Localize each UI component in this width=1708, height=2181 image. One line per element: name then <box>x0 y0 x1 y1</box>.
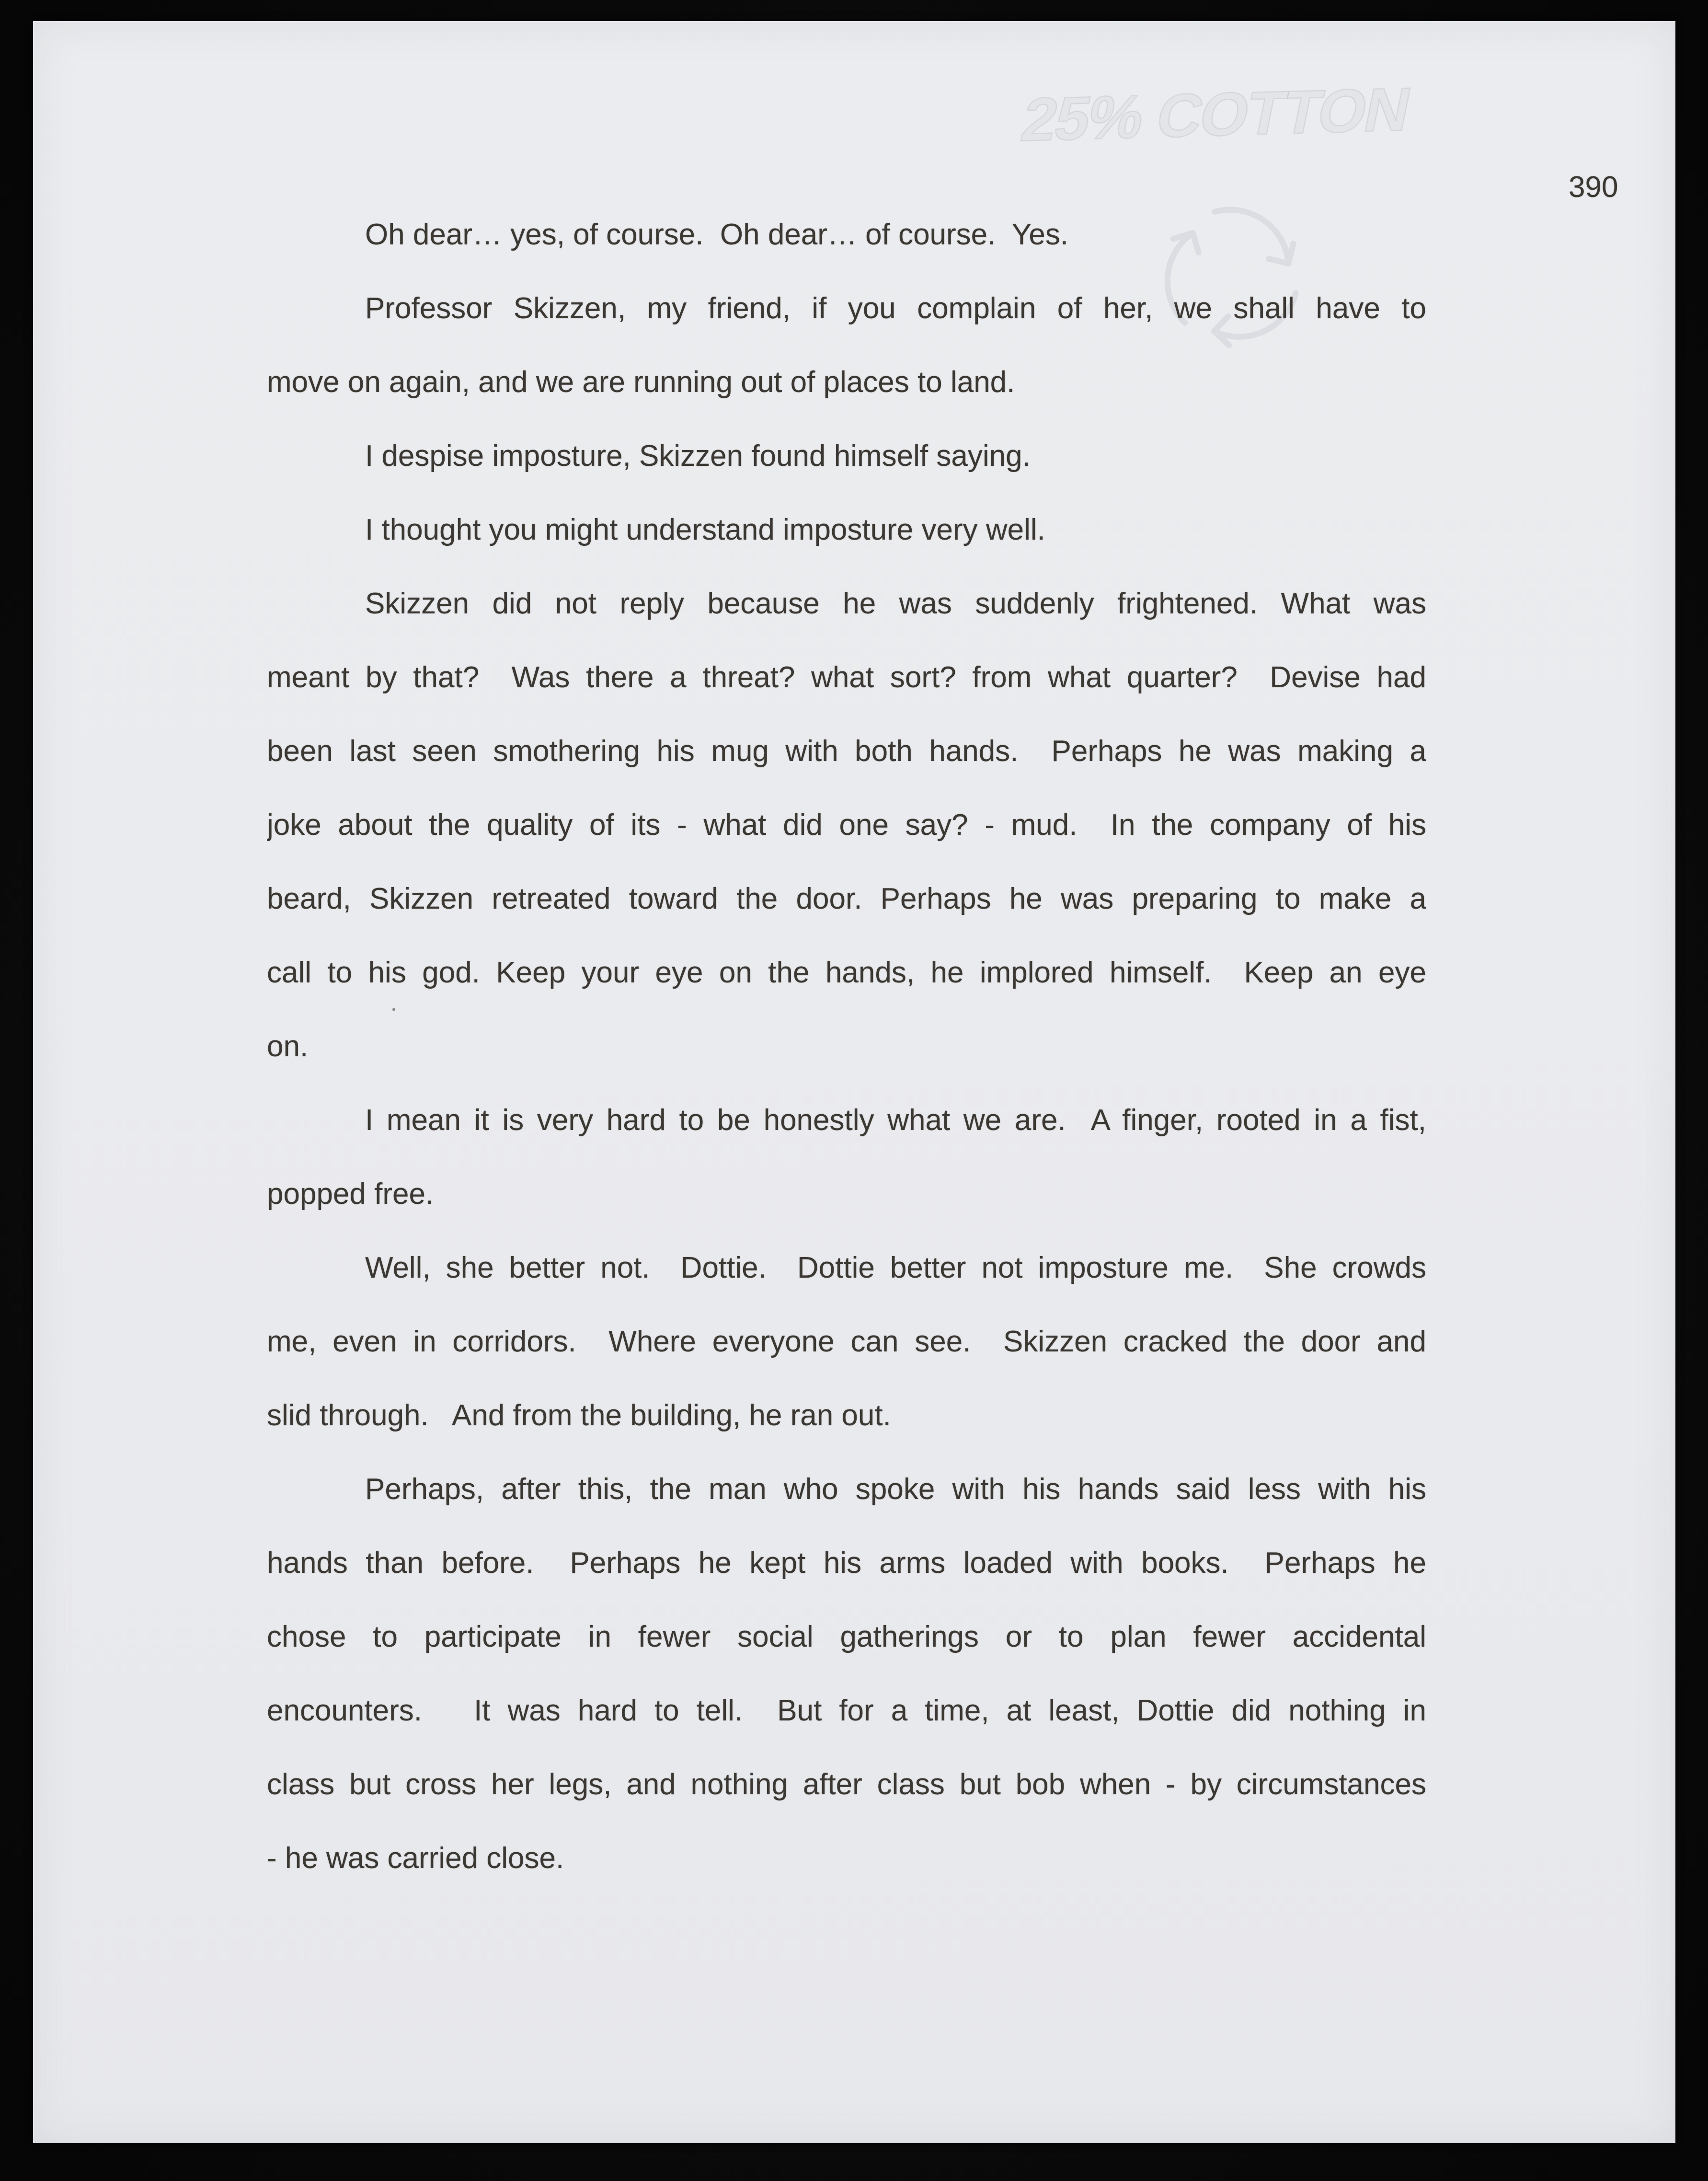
text-line: I mean it is very hard to be honestly what we are. A finger, rooted in a fist, <box>365 1104 1426 1137</box>
text-line: encounters. It was hard to tell. But for a time, at least, Dottie did nothing in <box>267 1694 1426 1727</box>
text-line: been last seen smothering his mug with both hands. Perhaps he was making a <box>267 735 1426 768</box>
text-line: Oh dear… yes, of course. Oh dear… of course. Yes. <box>365 218 1069 251</box>
text-line: move on again, and we are running out of places to land. <box>267 366 1015 399</box>
text-line: on. <box>267 1030 309 1063</box>
ink-speck <box>392 1008 395 1011</box>
text-line: joke about the quality of its - what did one say? - mud. In the company of his <box>267 808 1426 842</box>
text-line: slid through. And from the building, he ran out. <box>267 1399 891 1432</box>
manuscript-page <box>33 21 1675 2143</box>
text-line: Perhaps, after this, the man who spoke with his hands said less with his <box>365 1473 1426 1506</box>
text-line: Well, she better not. Dottie. Dottie better not imposture me. She crowds <box>365 1251 1426 1284</box>
text-line: chose to participate in fewer social gatherings or to plan fewer accidental <box>267 1620 1426 1653</box>
text-line: me, even in corridors. Where everyone can see. Skizzen cracked the door and <box>267 1325 1426 1358</box>
text-line: popped free. <box>267 1177 434 1211</box>
text-line: I despise imposture, Skizzen found himself saying. <box>365 439 1031 473</box>
text-line: call to his god. Keep your eye on the hands, he implored himself. Keep an eye <box>267 956 1426 989</box>
manuscript-text <box>267 198 1426 1895</box>
text-line: Skizzen did not reply because he was suddenly frightened. What was <box>365 587 1426 620</box>
text-line: class but cross her legs, and nothing after class but bob when - by circumstances <box>267 1768 1426 1801</box>
text-line: - he was carried close. <box>267 1842 564 1875</box>
text-line: meant by that? Was there a threat? what sort? from what quarter? Devise had <box>267 661 1426 694</box>
text-line: beard, Skizzen retreated toward the door. Perhaps he was preparing to make a <box>267 882 1426 915</box>
text-line: Professor Skizzen, my friend, if you complain of her, we shall have to <box>365 292 1426 325</box>
text-line: I thought you might understand imposture very well. <box>365 513 1045 546</box>
cotton-watermark-text: 25% COTTON <box>1016 75 1416 154</box>
page-number: 390 <box>1569 171 1618 204</box>
text-line: hands than before. Perhaps he kept his arms loaded with books. Perhaps he <box>267 1546 1426 1580</box>
